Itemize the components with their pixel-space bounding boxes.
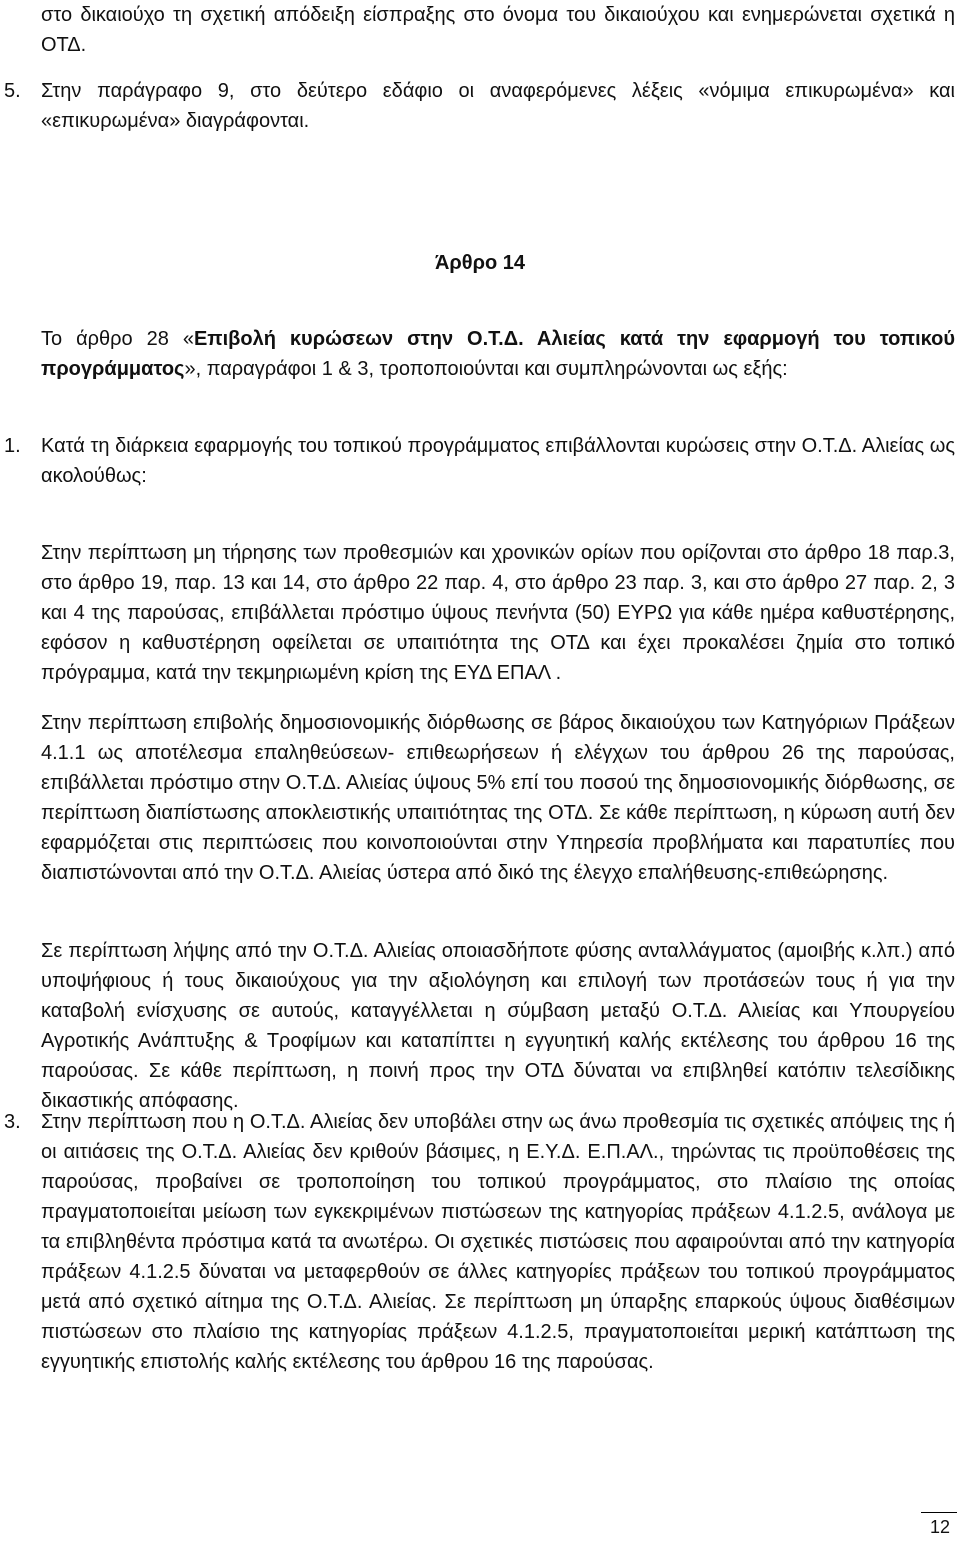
article-heading: Άρθρο 14 [434, 252, 526, 274]
paragraph-compensation: Σε περίπτωση λήψης από την Ο.Τ.Δ. Αλιείας οποιασδήποτε φύσης ανταλλάγματος (αμοιβής κ.λπ.) από υποψήφιους ή τους δικαιούχους για την αξιολόγηση και επιλογή των προτάσεών τους ή για την καταβολή ενίσχυσης σε αυτούς, καταγγέλλεται η σύμβαση μεταξύ Ο.Τ.Δ. Αλιείας και Υπουργείου Αγροτικής Ανάπτυξης & Τροφίμων και καταπίπτει η εγγυητική καλής εκτέλεσης του άρθρου 16 της παρούσας. Σε κάθε περίπτωση, η ποινή προς την ΟΤΔ δύναται να επιβληθεί κατόπιν τελεσίδικης δικαστικής απόφασης. [41, 940, 955, 1112]
footer-divider [921, 1512, 957, 1513]
continuation-paragraph: στο δικαιούχο τη σχετική απόδειξη είσπραξης στο όνομα του δικαιούχου και ενημερώνεται σχετικά η ΟΤΔ. [41, 4, 955, 56]
page-number: 12 [930, 1517, 951, 1537]
paragraph-financial-correction: Στην περίπτωση επιβολής δημοσιονομικής διόρθωσης σε βάρος δικαιούχου των Κατηγόριων Πράξεων 4.1.1 ως αποτέλεσμα επαληθεύσεων- επιθεωρήσεων ή ελέγχων του άρθρου 26 της παρούσας, επιβάλλεται πρόστιμο στην Ο.Τ.Δ. Αλιείας ύψους 5% επί του ποσού της δημοσιονομικής διόρθωσης, σε περίπτωση διαπίστωσης αποκλειστικής υπαιτιότητας της ΟΤΔ. Σε κάθε περίπτωση, η κύρωση αυτή δεν εφαρμόζεται στις περιπτώσεις που κοινοποιούνται στην Υπηρεσία προβλήματα και παρατυπίες που διαπιστώνονται από την Ο.Τ.Δ. Αλιείας ύστερα από δικό της έλεγχο επαλήθευσης-επιθεώρησης. [41, 712, 955, 884]
list-item-text: Κατά τη διάρκεια εφαρμογής του τοπικού προγράμματος επιβάλλονται κυρώσεις στην Ο.Τ.Δ. Αλιείας ως ακολούθως: [41, 435, 955, 487]
intro-suffix: », παραγράφοι 1 & 3, τροποποιούνται και συμπληρώνονται ως εξής: [184, 358, 788, 380]
paragraph-penalty-delay: Στην περίπτωση μη τήρησης των προθεσμιών και χρονικών ορίων που ορίζονται στο άρθρο 18 παρ.3, στο άρθρο 19, παρ. 13 και 14, στο άρθρο 22 παρ. 4, στο άρθρο 23 παρ. 3, και στο άρθρο 27 παρ. 2, 3 και 4 της παρούσας, επιβάλλεται πρόστιμο ύψους πενήντα (50) ΕΥΡΩ για κάθε ημέρα καθυστέρησης, εφόσον η καθυστέρηση οφείλεται σε υπαιτιότητα της ΟΤΔ και έχει προκαλέσει ζημία στο τοπικό πρόγραμμα, κατά την τεκμηριωμένη κρίση της ΕΥΔ ΕΠΑΛ . [41, 542, 955, 684]
list-number: 3. [4, 1111, 21, 1133]
list-number: 1. [4, 435, 21, 457]
intro-prefix: Το άρθρο 28 « [41, 328, 194, 350]
list-item-5 [0, 76, 955, 136]
list-number: 5. [4, 80, 21, 102]
intro-bold-title: Επιβολή κυρώσεων στην Ο.Τ.Δ. Αλιείας κατά την εφαρμογή του τοπικού προγράμματος [41, 328, 955, 380]
list-item-text: Στην παράγραφο 9, στο δεύτερο εδάφιο οι αναφερόμενες λέξεις «νόμιμα επικυρωμένα» και «επικυρωμένα» διαγράφονται. [41, 80, 955, 132]
list-item-1 [0, 431, 955, 491]
list-item-3 [0, 1107, 955, 1377]
list-item-text: Στην περίπτωση που η Ο.Τ.Δ. Αλιείας δεν υποβάλει στην ως άνω προθεσμία τις σχετικές απόψεις της ή οι αιτιάσεις της Ο.Τ.Δ. Αλιείας δεν κριθούν βάσιμες, η Ε.Υ.Δ. Ε.Π.ΑΛ., τηρώντας τις προϋποθέσεις της παρούσας, προβαίνει σε τροποποίηση του τοπικού προγράμματος, στο πλαίσιο της οποίας πραγματοποιείται μείωση των εγκεκριμένων πιστώσεων της κατηγορίας πράξεων 4.1.2.5, ανάλογα με τα επιβληθέντα πρόστιμα κατά τα ανωτέρω. Οι σχετικές πιστώσεις που αφαιρούνται από την κατηγορία πράξεων 4.1.2.5 δύναται να μεταφερθούν σε άλλες κατηγορίες πράξεων του τοπικού προγράμματος μετά από σχετικό αίτημα της Ο.Τ.Δ. Αλιείας. Σε περίπτωση μη ύπαρξης επαρκούς ύψους διαθέσιμων πιστώσεων στο πλαίσιο της κατηγορίας πράξεων 4.1.2.5, πραγματοποιείται μερική κατάπτωση της εγγυητικής επιστολής καλής εκτέλεσης του άρθρου 16 της παρούσας. [41, 1111, 955, 1373]
article-intro [41, 324, 955, 384]
